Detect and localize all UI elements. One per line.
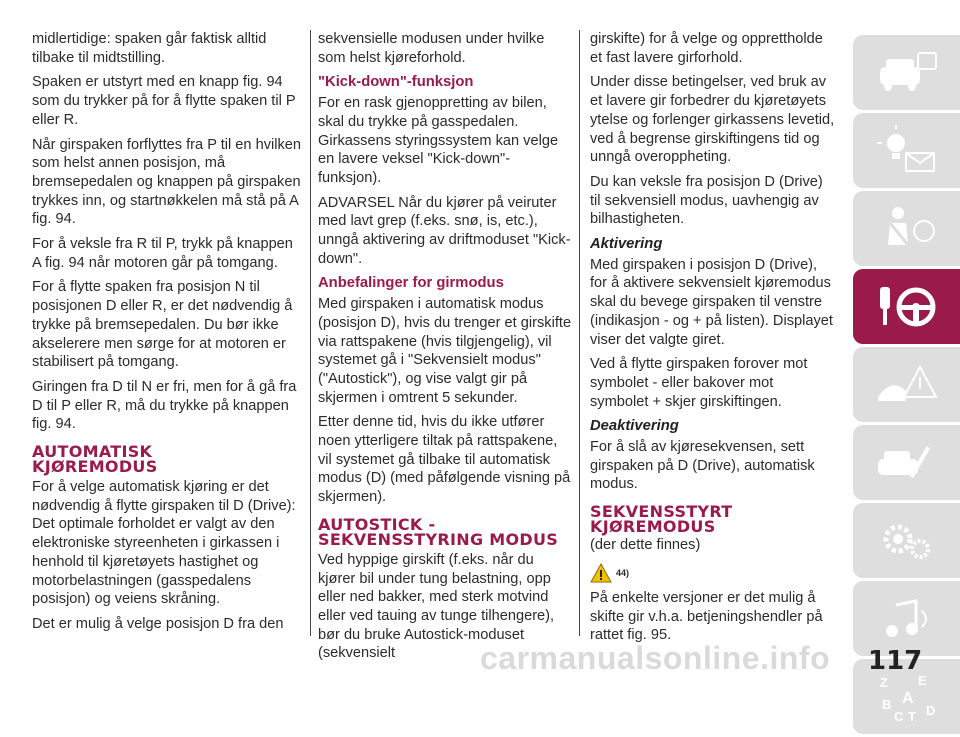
text-column-3 (590, 30, 835, 651)
tab-road-warning[interactable] (853, 347, 960, 422)
column-divider (310, 30, 311, 636)
paragraph: For å veksle fra R til P, trykk på knappen A fig. 94 når motoren går på tomgang. (32, 236, 293, 271)
paragraph: For en rask gjenoppretting av bilen, skal du trykke på gasspedalen. Girkassens styringssystem kan velge en lavere veksel "Kick-down"-funksjon). (318, 95, 559, 186)
subsection-heading: Anbefalinger for girmodus (318, 275, 504, 292)
warning-triangle-icon (590, 563, 612, 583)
section-heading: SEKVENSSTYRT KJØREMODUS (590, 502, 733, 537)
paragraph: Giringen fra D til N er fri, men for å gå fra D til P eller R, må du trykke på knappen fig. 94. (32, 378, 297, 433)
paragraph: Ved å flytte girspaken forover mot symbolet - eller bakover mot symbolet + skjer girskiftingen. (590, 356, 808, 410)
paragraph: girskifte) for å velge og opprettholde et fast lavere girforhold. (590, 31, 823, 66)
warning-ref-number[interactable]: 44) (616, 567, 630, 578)
svg-text:E: E (917, 672, 927, 688)
car-dashboard-icon (872, 45, 942, 101)
svg-text:D: D (925, 702, 935, 718)
alphabetical-index-icon (872, 669, 942, 725)
paragraph: Ved hyppige girskift (f.eks. når du kjører bil under tung belastning, opp eller ned bakker, med sterk motvind eller ved tauing av tunge tilhengere), bør du bruke Autostick-moduset (sekvensielt (318, 551, 555, 662)
paragraph: Du kan veksle fra posisjon D (Drive) til sekvensiell modus, uavhengig av bilhastigheten. (590, 173, 823, 228)
text-column-1 (32, 30, 302, 640)
seatbelt-airbag-icon (872, 201, 942, 257)
car-tools-icon (872, 435, 942, 491)
text-column-2 (318, 30, 573, 669)
paragraph: Med girspaken i automatisk modus (posisjon D), hvis du trenger et girskifte via rattspakene (hvis tilgjengelig), vil systemet gå i "Sekvensielt modus" ("Autostick"), og vise valgt gir på skjermen i omtrent 5 sekunder. (318, 296, 572, 406)
tab-starting-driving[interactable] (853, 269, 960, 344)
paragraph: For å slå av kjøresekvensen, sett girspaken på D (Drive), automatisk modus. (590, 439, 815, 493)
tab-maintenance[interactable] (853, 503, 960, 578)
subsection-heading: Deaktivering (590, 418, 679, 435)
tab-multimedia[interactable] (853, 581, 960, 656)
multimedia-icon (872, 591, 942, 647)
column-divider (579, 30, 580, 636)
subsection-heading: "Kick-down"-funksjon (318, 74, 474, 91)
warning-reference (590, 563, 835, 583)
chapter-tabs (853, 35, 960, 737)
paragraph: Det er mulig å velge posisjon D fra den (32, 615, 284, 632)
paragraph: Under disse betingelser, ved bruk av et lavere gir forbedrer du kjøretøyets ytelse og forlenger girkassens levetid, ved å begrense girskiftingens tid og unngå overoppheting. (590, 74, 835, 166)
tab-car-tools[interactable] (853, 425, 960, 500)
page-number: 117 (868, 646, 923, 676)
paragraph: (der dette finnes) (590, 537, 701, 554)
paragraph: Etter denne tid, hvis du ikke utfører noen ytterligere tiltak på rattspakene, vil systemet gå tilbake til automatisk modus (D) (med påfølgende visning på skjermen). (318, 414, 571, 506)
svg-text:A: A (901, 689, 914, 707)
paragraph: For å velge automatisk kjøring er det nødvendig å flytte girspaken til D (Drive): Det optimale forholdet er valgt av den elektroniske styreenheten i girkassen i henhold til kjøretøyets hastighet og motorbelastningen (gasspedalens posisjon) og veiens skråning. (32, 479, 296, 608)
section-heading: AUTOSTICK - SEKVENSSTYRING MODUS (318, 514, 559, 549)
watermark: carmanualsonline.info (480, 640, 831, 676)
tab-seatbelt-airbag[interactable] (853, 191, 960, 266)
key-steering-wheel-icon (872, 279, 942, 335)
paragraph: For å flytte spaken fra posisjon N til posisjonen D eller R, er det nødvendig å trykke på bremsepedalen. Du bør ikke akselerere men sørge for at motoren er stabilisert på tomgang. (32, 279, 293, 371)
svg-text:C: C (893, 708, 903, 724)
gears-icon (872, 513, 942, 569)
svg-text:B: B (881, 696, 891, 712)
paragraph: På enkelte versjoner er det mulig å skifte gir v.h.a. betjeningshendler på rattet fig. 95. (590, 589, 823, 644)
tab-car-dashboard[interactable] (853, 35, 960, 110)
paragraph: sekvensielle modusen under hvilke som helst kjøreforhold. (318, 31, 545, 66)
paragraph: Når girspaken forflyttes fra P til en hvilken som helst annen posisjon, må bremsepedalen og knappen på girspaken trykkes inn, og startnøkkelen må stå på A fig. 94. (32, 136, 302, 228)
paragraph: Med girspaken i posisjon D (Drive), for å aktivere sekvensielt kjøremodus skal du bevege girspaken til venstre (indikasjon - og + på listen). Displayet viser det valgte giret. (590, 256, 833, 348)
section-heading: AUTOMATISK KJØREMODUS (32, 442, 158, 477)
subsection-heading: Aktivering (590, 236, 663, 253)
road-warning-icon (872, 357, 942, 413)
paragraph: ADVARSEL Når du kjører på veiruter med lavt grep (f.eks. snø, is, etc.), unngå aktivering av driftmoduset "Kick-down". (318, 194, 571, 267)
paragraph: Spaken er utstyrt med en knapp fig. 94 som du trykker på for å flytte spaken til P eller R. (32, 74, 296, 128)
svg-text:T: T (907, 708, 916, 724)
tab-warning-lights[interactable] (853, 113, 960, 188)
svg-text:Z: Z (879, 674, 888, 690)
paragraph: midlertidige: spaken går faktisk alltid tilbake til midtstilling. (32, 31, 267, 66)
warning-lights-icon (872, 123, 942, 179)
